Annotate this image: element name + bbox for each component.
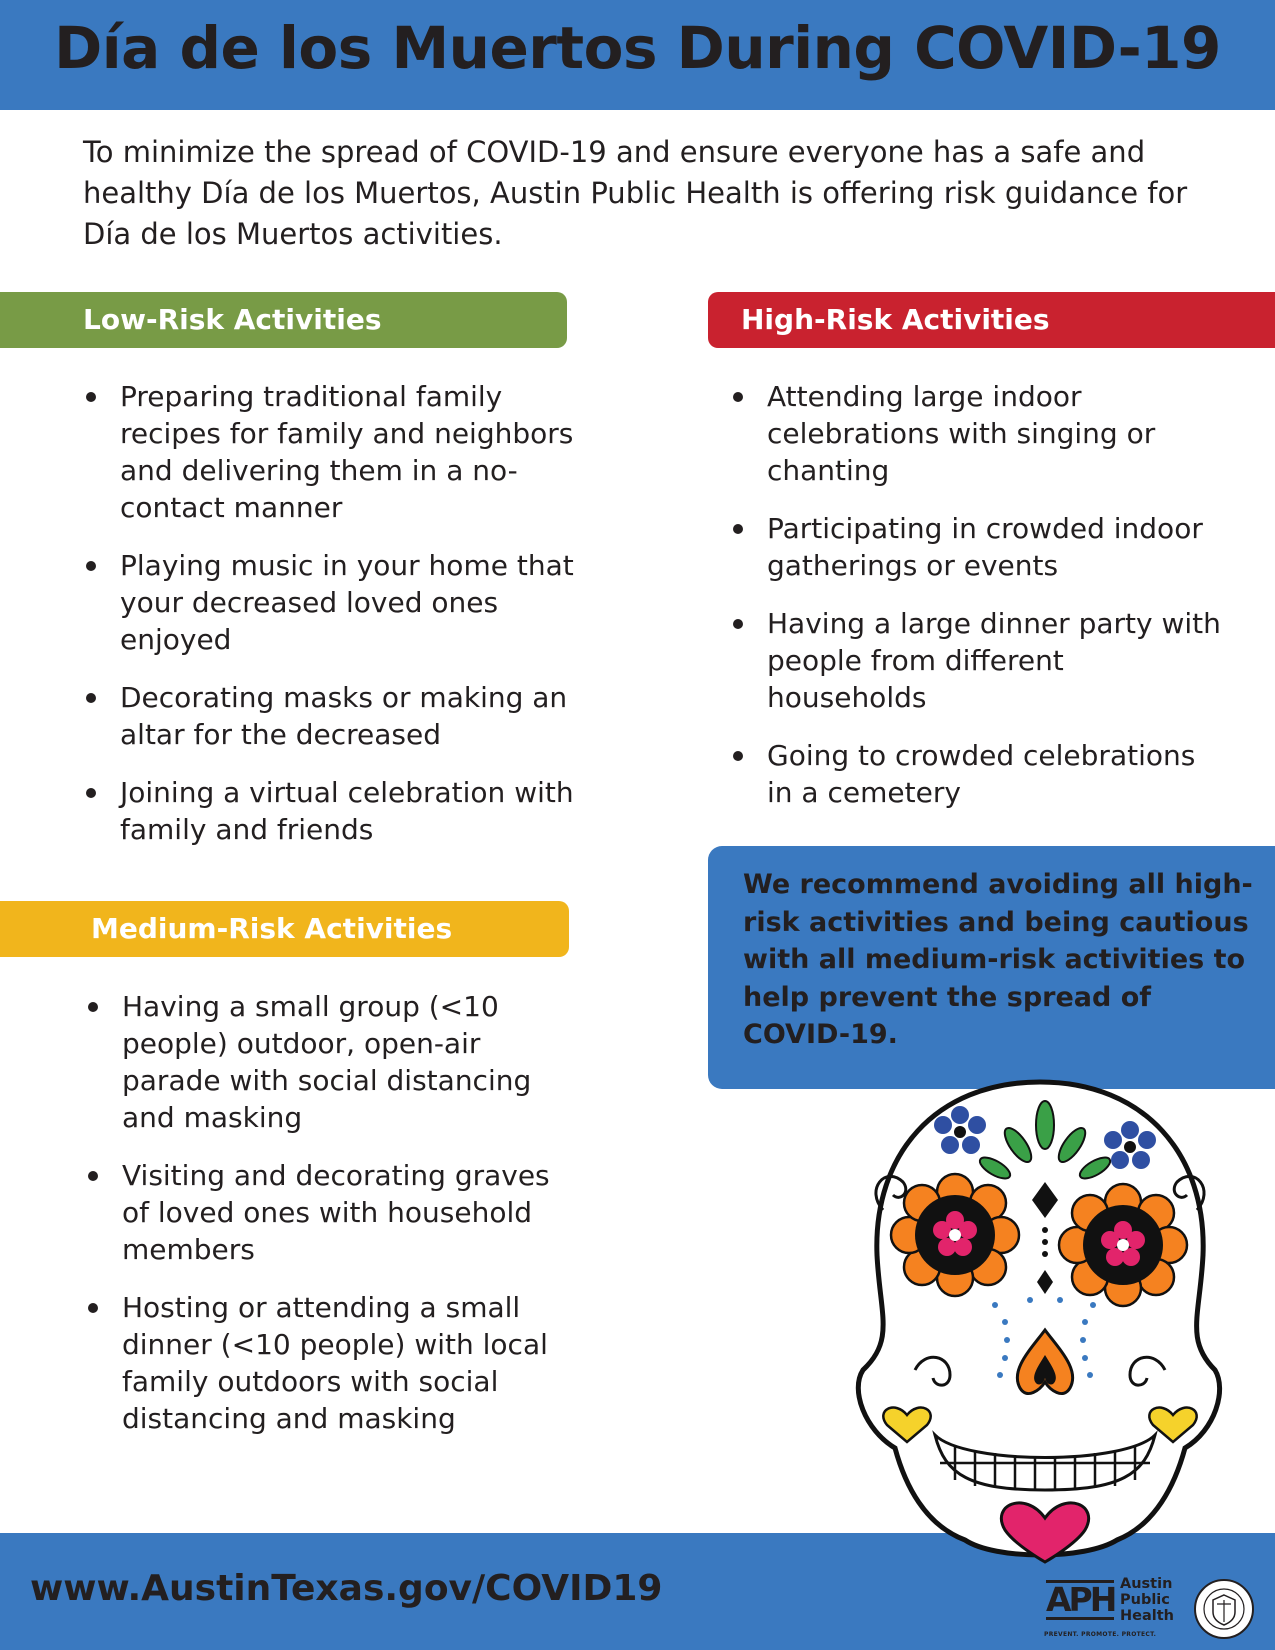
low-risk-header	[0, 292, 567, 348]
list-item: Participating in crowded indoor gatherings or events	[729, 510, 1229, 584]
list-item: Playing music in your home that your decreased loved ones enjoyed	[82, 547, 582, 658]
list-item: Joining a virtual celebration with family and friends	[82, 774, 582, 848]
list-item: Having a small group (<10 people) outdoor, open-air parade with social distancing and masking	[84, 988, 584, 1136]
low-risk-heading: Low-Risk Activities	[83, 303, 382, 336]
high-risk-header	[708, 292, 1275, 348]
bullet-icon	[86, 693, 96, 703]
aph-logo	[1040, 1576, 1180, 1640]
page-title: Día de los Muertos During COVID-19	[54, 14, 1221, 82]
list-item: Visiting and decorating graves of loved ones with household members	[84, 1157, 584, 1268]
bullet-icon	[86, 788, 96, 798]
bullet-icon	[88, 1171, 98, 1181]
bullet-icon	[86, 392, 96, 402]
aph-tagline: PREVENT. PROMOTE. PROTECT.	[1044, 1631, 1157, 1638]
list-item: Decorating masks or making an altar for the decreased	[82, 679, 582, 753]
bullet-icon	[88, 1303, 98, 1313]
list-item: Going to crowded celebrations in a cemetery	[729, 737, 1229, 811]
aph-mark: APH	[1046, 1580, 1115, 1619]
bullet-icon	[86, 561, 96, 571]
medium-risk-list	[84, 988, 584, 1458]
low-risk-list	[82, 378, 582, 869]
list-item: Preparing traditional family recipes for family and neighbors and delivering them in a no-contact manner	[82, 378, 582, 526]
city-of-austin-seal-icon	[1193, 1578, 1255, 1640]
bullet-icon	[733, 751, 743, 761]
recommendation-callout	[708, 846, 1275, 1089]
high-risk-list	[729, 378, 1229, 832]
medium-risk-header	[0, 901, 569, 957]
recommendation-text: We recommend avoiding all high-risk activities and being cautious with all medium-risk activities to help prevent the spread of COVID-19.	[743, 869, 1253, 1050]
bullet-icon	[733, 392, 743, 402]
bullet-icon	[733, 524, 743, 534]
bullet-icon	[88, 1002, 98, 1012]
list-item: Having a large dinner party with people from different households	[729, 605, 1229, 716]
list-item: Attending large indoor celebrations with singing or chanting	[729, 378, 1229, 489]
aph-name: Austin Public Health	[1120, 1576, 1174, 1624]
list-item: Hosting or attending a small dinner (<10 people) with local family outdoors with social distancing and masking	[84, 1289, 584, 1437]
intro-paragraph: To minimize the spread of COVID-19 and ensure everyone has a safe and healthy Día de los Muertos, Austin Public Health is offering risk guidance for Día de los Muertos activities.	[83, 135, 1188, 251]
medium-risk-heading: Medium-Risk Activities	[91, 912, 453, 945]
bullet-icon	[733, 619, 743, 629]
sugar-skull-illustration	[855, 1070, 1225, 1570]
footer-url[interactable]: www.AustinTexas.gov/COVID19	[30, 1568, 663, 1609]
high-risk-heading: High-Risk Activities	[741, 303, 1050, 336]
